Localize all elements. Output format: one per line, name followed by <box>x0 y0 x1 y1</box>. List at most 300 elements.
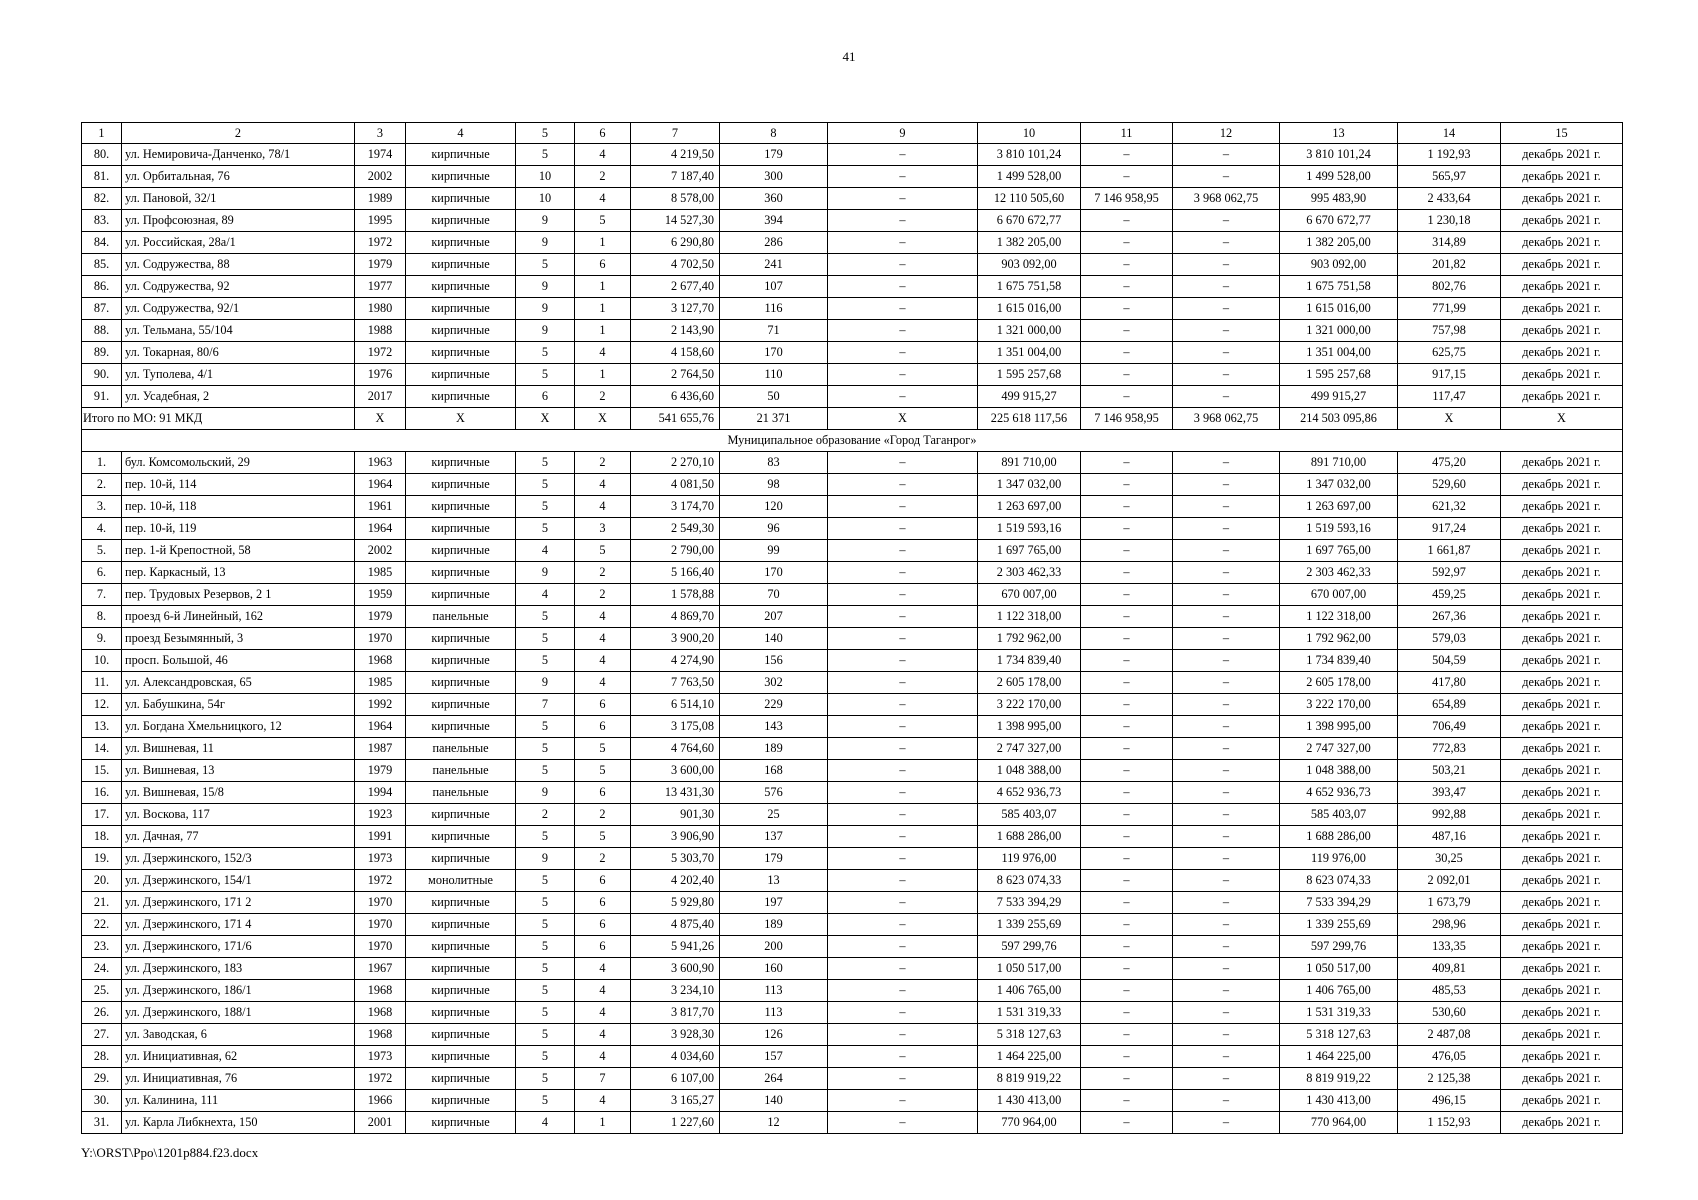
table-cell: – <box>1081 496 1173 518</box>
table-cell: 110 <box>720 364 828 386</box>
table-cell: – <box>1081 694 1173 716</box>
table-cell: кирпичные <box>406 518 516 540</box>
table-cell: 576 <box>720 782 828 804</box>
table-cell: 23. <box>82 936 122 958</box>
table-cell: – <box>1081 1024 1173 1046</box>
table-cell: 903 092,00 <box>978 254 1081 276</box>
table-cell: 3 222 170,00 <box>1280 694 1398 716</box>
table-cell: 8 819 919,22 <box>1280 1068 1398 1090</box>
table-cell: – <box>1081 320 1173 342</box>
table-cell: 2 433,64 <box>1398 188 1501 210</box>
table-row <box>82 232 1623 254</box>
table-cell: 9 <box>516 210 575 232</box>
table-cell: 179 <box>720 848 828 870</box>
table-cell: 29. <box>82 1068 122 1090</box>
table-cell: 4 <box>516 1112 575 1134</box>
table-cell: – <box>1081 210 1173 232</box>
table-cell: декабрь 2021 г. <box>1501 804 1623 826</box>
table-cell: – <box>828 936 978 958</box>
table-cell: 1 <box>575 232 631 254</box>
column-number-cell: 2 <box>122 123 355 144</box>
table-cell: 5 <box>516 870 575 892</box>
table-cell: пер. 1-й Крепостной, 58 <box>122 540 355 562</box>
table-cell: декабрь 2021 г. <box>1501 584 1623 606</box>
table-cell: 4 <box>575 1090 631 1112</box>
table-cell: – <box>1081 364 1173 386</box>
table-cell: 7 187,40 <box>631 166 720 188</box>
table-cell: ул. Содружества, 88 <box>122 254 355 276</box>
table-cell: – <box>828 188 978 210</box>
table-cell: кирпичные <box>406 1090 516 1112</box>
table-cell: 25. <box>82 980 122 1002</box>
table-cell: декабрь 2021 г. <box>1501 540 1623 562</box>
table-cell: 2 <box>575 804 631 826</box>
table-cell: ул. Содружества, 92/1 <box>122 298 355 320</box>
table-cell: декабрь 2021 г. <box>1501 232 1623 254</box>
table-cell: кирпичные <box>406 584 516 606</box>
table-cell: – <box>828 232 978 254</box>
table-cell: кирпичные <box>406 166 516 188</box>
table-cell: – <box>1173 342 1280 364</box>
table-row <box>82 694 1623 716</box>
table-cell: 891 710,00 <box>978 452 1081 474</box>
table-cell: 1 192,93 <box>1398 144 1501 166</box>
table-cell: 4 158,60 <box>631 342 720 364</box>
table-cell: 670 007,00 <box>978 584 1081 606</box>
table-row <box>82 210 1623 232</box>
table-cell: 5 <box>516 1024 575 1046</box>
table-cell: 119 976,00 <box>1280 848 1398 870</box>
total-cell: Х <box>1501 408 1623 430</box>
table-cell: – <box>1173 1090 1280 1112</box>
table-cell: 1979 <box>355 254 406 276</box>
table-cell: декабрь 2021 г. <box>1501 980 1623 1002</box>
table-cell: 1 122 318,00 <box>978 606 1081 628</box>
table-cell: декабрь 2021 г. <box>1501 782 1623 804</box>
table-cell: – <box>1173 760 1280 782</box>
table-cell: кирпичные <box>406 892 516 914</box>
total-cell: 21 371 <box>720 408 828 430</box>
table-cell: 4 <box>575 144 631 166</box>
table-cell: – <box>828 760 978 782</box>
table-cell: 4 <box>516 540 575 562</box>
table-cell: – <box>828 1024 978 1046</box>
total-cell: Х <box>1398 408 1501 430</box>
table-cell: 1 <box>575 298 631 320</box>
total-cell: 3 968 062,75 <box>1173 408 1280 430</box>
table-cell: 6 <box>575 254 631 276</box>
table-cell: 2 487,08 <box>1398 1024 1501 1046</box>
column-number-cell: 4 <box>406 123 516 144</box>
table-cell: 5 <box>516 738 575 760</box>
table-cell: 770 964,00 <box>978 1112 1081 1134</box>
table-cell: 1 263 697,00 <box>1280 496 1398 518</box>
table-cell: 654,89 <box>1398 694 1501 716</box>
table-cell: декабрь 2021 г. <box>1501 606 1623 628</box>
table-cell: декабрь 2021 г. <box>1501 210 1623 232</box>
table-cell: 1972 <box>355 342 406 364</box>
table-cell: – <box>1081 1112 1173 1134</box>
table-cell: 3 906,90 <box>631 826 720 848</box>
table-cell: 3 175,08 <box>631 716 720 738</box>
table-cell: 3 174,70 <box>631 496 720 518</box>
table-cell: монолитные <box>406 870 516 892</box>
table-cell: кирпичные <box>406 562 516 584</box>
table-cell: 170 <box>720 562 828 584</box>
table-cell: 7 763,50 <box>631 672 720 694</box>
table-cell: 2002 <box>355 166 406 188</box>
table-cell: пер. 10-й, 119 <box>122 518 355 540</box>
table-cell: 5 <box>516 936 575 958</box>
table-cell: 50 <box>720 386 828 408</box>
table-cell: кирпичные <box>406 694 516 716</box>
table-cell: 1979 <box>355 760 406 782</box>
table-row <box>82 804 1623 826</box>
table-cell: 2 092,01 <box>1398 870 1501 892</box>
table-cell: – <box>1081 342 1173 364</box>
table-cell: 1 339 255,69 <box>1280 914 1398 936</box>
table-cell: 24. <box>82 958 122 980</box>
table-cell: 1987 <box>355 738 406 760</box>
table-cell: кирпичные <box>406 474 516 496</box>
table-cell: 229 <box>720 694 828 716</box>
table-cell: 1 152,93 <box>1398 1112 1501 1134</box>
table-cell: ул. Бабушкина, 54г <box>122 694 355 716</box>
table-cell: – <box>1173 1002 1280 1024</box>
table-cell: 6 <box>575 870 631 892</box>
table-cell: 1 519 593,16 <box>1280 518 1398 540</box>
table-cell: – <box>1081 980 1173 1002</box>
column-number-cell: 1 <box>82 123 122 144</box>
table-row <box>82 562 1623 584</box>
table-cell: декабрь 2021 г. <box>1501 914 1623 936</box>
table-cell: 264 <box>720 1068 828 1090</box>
table-cell: 9. <box>82 628 122 650</box>
table-cell: 5 929,80 <box>631 892 720 914</box>
table-cell: 170 <box>720 342 828 364</box>
table-cell: 3 234,10 <box>631 980 720 1002</box>
table-cell: 96 <box>720 518 828 540</box>
table-row <box>82 364 1623 386</box>
table-cell: – <box>828 276 978 298</box>
table-cell: – <box>828 650 978 672</box>
table-cell: 1 321 000,00 <box>978 320 1081 342</box>
table-cell: – <box>828 584 978 606</box>
table-cell: кирпичные <box>406 342 516 364</box>
table-cell: – <box>1173 540 1280 562</box>
table-cell: 1 050 517,00 <box>1280 958 1398 980</box>
table-cell: – <box>1173 584 1280 606</box>
table-cell: – <box>1081 936 1173 958</box>
table-cell: – <box>828 738 978 760</box>
table-cell: кирпичные <box>406 1024 516 1046</box>
table-cell: декабрь 2021 г. <box>1501 298 1623 320</box>
table-cell: 1968 <box>355 980 406 1002</box>
table-cell: 298,96 <box>1398 914 1501 936</box>
table-cell: ул. Токарная, 80/6 <box>122 342 355 364</box>
table-cell: – <box>828 914 978 936</box>
table-cell: 2 <box>575 562 631 584</box>
table-cell: – <box>1081 584 1173 606</box>
table-cell: 81. <box>82 166 122 188</box>
table-cell: 1 398 995,00 <box>1280 716 1398 738</box>
table-cell: – <box>1081 628 1173 650</box>
table-cell: декабрь 2021 г. <box>1501 188 1623 210</box>
table-cell: 1972 <box>355 1068 406 1090</box>
total-cell: 541 655,76 <box>631 408 720 430</box>
table-cell: 1 406 765,00 <box>1280 980 1398 1002</box>
table-cell: 11. <box>82 672 122 694</box>
table-cell: ул. Богдана Хмельницкого, 12 <box>122 716 355 738</box>
total-cell: Х <box>406 408 516 430</box>
table-cell: 757,98 <box>1398 320 1501 342</box>
table-cell: 1 048 388,00 <box>1280 760 1398 782</box>
table-cell: 1961 <box>355 496 406 518</box>
table-cell: – <box>1081 672 1173 694</box>
table-cell: 2 747 327,00 <box>978 738 1081 760</box>
table-cell: 113 <box>720 980 828 1002</box>
table-cell: 1968 <box>355 1024 406 1046</box>
table-cell: – <box>1173 518 1280 540</box>
table-cell: кирпичные <box>406 848 516 870</box>
table-cell: кирпичные <box>406 386 516 408</box>
table-cell: 1 050 517,00 <box>978 958 1081 980</box>
table-cell: – <box>1081 892 1173 914</box>
table-cell: 1968 <box>355 1002 406 1024</box>
table-cell: 300 <box>720 166 828 188</box>
table-cell: 84. <box>82 232 122 254</box>
table-cell: 4 <box>575 628 631 650</box>
section-title: Муниципальное образование «Город Таганрог» <box>82 430 1623 452</box>
table-cell: 485,53 <box>1398 980 1501 1002</box>
table-cell: 901,30 <box>631 804 720 826</box>
table-cell: 25 <box>720 804 828 826</box>
table-cell: декабрь 2021 г. <box>1501 870 1623 892</box>
table-cell: 1988 <box>355 320 406 342</box>
table-cell: – <box>1081 232 1173 254</box>
table-cell: 3 165,27 <box>631 1090 720 1112</box>
table-cell: 9 <box>516 848 575 870</box>
table-cell: 5 303,70 <box>631 848 720 870</box>
table-cell: ул. Дзержинского, 186/1 <box>122 980 355 1002</box>
table-cell: 5 <box>516 760 575 782</box>
table-cell: 7 <box>575 1068 631 1090</box>
table-row <box>82 584 1623 606</box>
table-cell: 625,75 <box>1398 342 1501 364</box>
table-row <box>82 672 1623 694</box>
table-cell: 207 <box>720 606 828 628</box>
table-cell: 417,80 <box>1398 672 1501 694</box>
table-cell: 6. <box>82 562 122 584</box>
table-cell: 85. <box>82 254 122 276</box>
table-cell: 1 734 839,40 <box>978 650 1081 672</box>
table-cell: декабрь 2021 г. <box>1501 144 1623 166</box>
table-cell: 116 <box>720 298 828 320</box>
table-cell: 1 430 413,00 <box>978 1090 1081 1112</box>
table-cell: 771,99 <box>1398 298 1501 320</box>
table-cell: 9 <box>516 320 575 342</box>
table-cell: 992,88 <box>1398 804 1501 826</box>
table-cell: 179 <box>720 144 828 166</box>
table-cell: – <box>1173 892 1280 914</box>
table-cell: 6 107,00 <box>631 1068 720 1090</box>
table-cell: 2 747 327,00 <box>1280 738 1398 760</box>
table-cell: 197 <box>720 892 828 914</box>
table-cell: 5 <box>516 452 575 474</box>
table-cell: 4 <box>575 1024 631 1046</box>
total-cell: 7 146 958,95 <box>1081 408 1173 430</box>
table-cell: 1 351 004,00 <box>978 342 1081 364</box>
table-cell: 565,97 <box>1398 166 1501 188</box>
table-cell: 5 <box>516 980 575 1002</box>
table-cell: 1 675 751,58 <box>978 276 1081 298</box>
table-cell: 4 274,90 <box>631 650 720 672</box>
table-cell: – <box>1081 518 1173 540</box>
table-cell: ул. Инициативная, 76 <box>122 1068 355 1090</box>
table-cell: ул. Российская, 28а/1 <box>122 232 355 254</box>
table-cell: 20. <box>82 870 122 892</box>
table-cell: 15. <box>82 760 122 782</box>
column-number-cell: 14 <box>1398 123 1501 144</box>
table-cell: – <box>1173 606 1280 628</box>
table-cell: – <box>1081 1068 1173 1090</box>
table-cell: 6 290,80 <box>631 232 720 254</box>
table-cell: 5 <box>575 826 631 848</box>
table-cell: проезд 6-й Линейный, 162 <box>122 606 355 628</box>
table-cell: – <box>828 848 978 870</box>
table-cell: 1 578,88 <box>631 584 720 606</box>
table-cell: декабрь 2021 г. <box>1501 760 1623 782</box>
table-cell: – <box>828 606 978 628</box>
table-cell: 1992 <box>355 694 406 716</box>
table-cell: 4 <box>575 606 631 628</box>
table-cell: – <box>1081 716 1173 738</box>
table-cell: декабрь 2021 г. <box>1501 1024 1623 1046</box>
table-cell: декабрь 2021 г. <box>1501 848 1623 870</box>
table-cell: 5 <box>516 892 575 914</box>
table-cell: декабрь 2021 г. <box>1501 166 1623 188</box>
table-cell: кирпичные <box>406 144 516 166</box>
table-cell: – <box>1081 562 1173 584</box>
table-cell: – <box>1081 804 1173 826</box>
table-cell: декабрь 2021 г. <box>1501 650 1623 672</box>
table-cell: 1970 <box>355 892 406 914</box>
table-cell: 18. <box>82 826 122 848</box>
table-cell: 1 382 205,00 <box>978 232 1081 254</box>
table-cell: – <box>1173 474 1280 496</box>
table-cell: – <box>828 298 978 320</box>
total-cell: 225 618 117,56 <box>978 408 1081 430</box>
table-cell: 529,60 <box>1398 474 1501 496</box>
table-cell: – <box>1081 760 1173 782</box>
table-cell: ул. Дзержинского, 171/6 <box>122 936 355 958</box>
table-row <box>82 386 1623 408</box>
page-number: 41 <box>842 49 856 64</box>
column-number-cell: 9 <box>828 123 978 144</box>
table-cell: бул. Комсомольский, 29 <box>122 452 355 474</box>
table-cell: 1 697 765,00 <box>1280 540 1398 562</box>
table-cell: 1967 <box>355 958 406 980</box>
total-row <box>82 408 1623 430</box>
table-cell: – <box>1173 1068 1280 1090</box>
table-cell: 2 303 462,33 <box>1280 562 1398 584</box>
table-cell: 3 127,70 <box>631 298 720 320</box>
table-cell: 267,36 <box>1398 606 1501 628</box>
table-cell: 8 623 074,33 <box>1280 870 1398 892</box>
table-cell: 360 <box>720 188 828 210</box>
table-cell: ул. Туполева, 4/1 <box>122 364 355 386</box>
table-cell: 1991 <box>355 826 406 848</box>
table-cell: декабрь 2021 г. <box>1501 958 1623 980</box>
table-cell: 5 <box>575 760 631 782</box>
table-cell: 156 <box>720 650 828 672</box>
table-row <box>82 650 1623 672</box>
table-cell: панельные <box>406 738 516 760</box>
table-cell: – <box>828 1068 978 1090</box>
footer-file-path: Y:\ORST\Ppo\1201p884.f23.docx <box>81 1145 259 1160</box>
table-cell: кирпичные <box>406 650 516 672</box>
table-cell: – <box>828 562 978 584</box>
table-cell: 168 <box>720 760 828 782</box>
table-cell: 1 227,60 <box>631 1112 720 1134</box>
table-cell: декабрь 2021 г. <box>1501 1112 1623 1134</box>
table-cell: 4 <box>575 958 631 980</box>
table-row <box>82 474 1623 496</box>
table-row <box>82 914 1623 936</box>
table-cell: 1 048 388,00 <box>978 760 1081 782</box>
table-cell: – <box>1081 254 1173 276</box>
section-header-row <box>82 430 1623 452</box>
table-cell: 70 <box>720 584 828 606</box>
table-cell: 1 339 255,69 <box>978 914 1081 936</box>
table-cell: 1 <box>575 276 631 298</box>
table-cell: 1980 <box>355 298 406 320</box>
table-cell: – <box>1173 716 1280 738</box>
table-cell: 3 222 170,00 <box>978 694 1081 716</box>
table-cell: – <box>1173 452 1280 474</box>
table-row <box>82 1112 1623 1134</box>
total-cell: Х <box>575 408 631 430</box>
table-cell: 5 <box>516 1046 575 1068</box>
table-cell: – <box>1173 364 1280 386</box>
table-cell: 9 <box>516 562 575 584</box>
table-cell: – <box>828 980 978 1002</box>
table-cell: 5 318 127,63 <box>978 1024 1081 1046</box>
table-row <box>82 298 1623 320</box>
table-row <box>82 628 1623 650</box>
table-cell: 8 623 074,33 <box>978 870 1081 892</box>
table-cell: 160 <box>720 958 828 980</box>
table-cell: – <box>1081 650 1173 672</box>
table-cell: 21. <box>82 892 122 914</box>
table-cell: 670 007,00 <box>1280 584 1398 606</box>
table-cell: 7 <box>516 694 575 716</box>
table-row <box>82 1046 1623 1068</box>
table-row <box>82 980 1623 1002</box>
table-cell: 2 790,00 <box>631 540 720 562</box>
table-cell: 592,97 <box>1398 562 1501 584</box>
table-cell: 1 406 765,00 <box>978 980 1081 1002</box>
table-row <box>82 540 1623 562</box>
table-cell: 7 533 394,29 <box>978 892 1081 914</box>
column-number-cell: 6 <box>575 123 631 144</box>
table-cell: 2 143,90 <box>631 320 720 342</box>
table-cell: 6 <box>575 914 631 936</box>
table-row <box>82 188 1623 210</box>
table-cell: – <box>1173 276 1280 298</box>
table-cell: кирпичные <box>406 452 516 474</box>
table-cell: 1 673,79 <box>1398 892 1501 914</box>
